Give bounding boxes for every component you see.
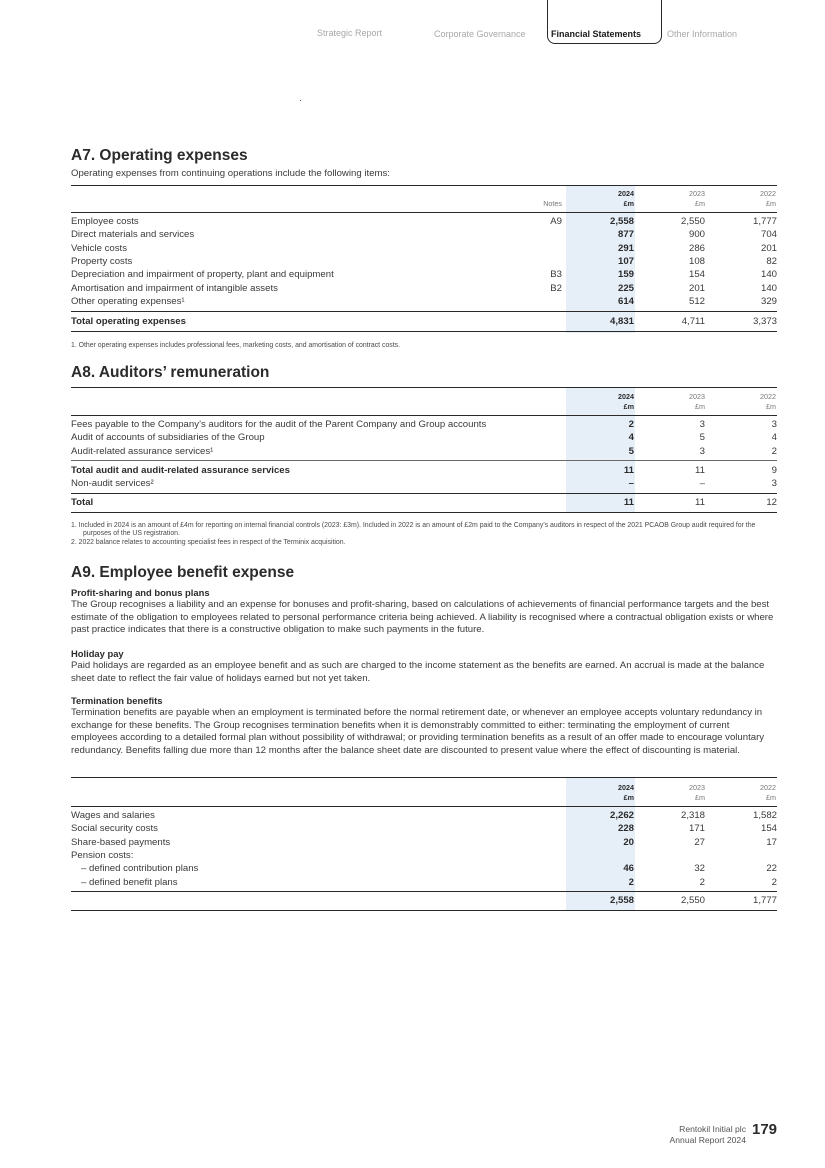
table-row: Other operating expenses¹ 614 512 329 [71, 295, 777, 307]
total-row: Total operating expenses 4,831 4,711 3,373 [71, 315, 777, 327]
company-name: Rentokil Initial plc [679, 1124, 746, 1134]
stray-dot [300, 100, 301, 101]
table-rule [71, 891, 777, 892]
col-2023-unit: £m [695, 402, 705, 411]
a7-table [71, 185, 777, 333]
table-row: Wages and salaries 2,262 2,318 1,582 [71, 810, 777, 821]
table-rule [71, 415, 777, 416]
tab-other-information[interactable]: Other Information [667, 29, 738, 39]
a9-subheading: Profit-sharing and bonus plans [71, 587, 210, 598]
table-rule [71, 512, 777, 513]
notes-header: Notes [543, 199, 562, 208]
a7-heading: A7. Operating expenses [71, 147, 248, 164]
table-row: Audit of accounts of subsidiaries of the Group 4 5 4 [71, 432, 777, 444]
table-row: Social security costs 228 171 154 [71, 823, 777, 835]
footnote: 1. Included in 2024 is an amount of £4m for reporting on internal financial controls (2023: £3m). Included in 2022 is an amount of £2m paid to the Company’s auditors in respect of the 2021 PCAOB Group audit required for the purposes of the US registration. [71, 522, 756, 538]
table-rule [71, 185, 777, 186]
col-2024-header: 2024 [618, 189, 634, 198]
a9-heading: A9. Employee benefit expense [71, 564, 295, 581]
table-rule [71, 311, 777, 312]
table-rule [71, 806, 777, 807]
table-row: Vehicle costs 291 286 201 [71, 242, 777, 254]
col-2024-header: 2024 [618, 783, 634, 792]
col-2022-header: 2022 [760, 189, 776, 198]
tab-corporate-governance[interactable]: Corporate Governance [434, 29, 526, 39]
footnote: 1. Other operating expenses includes professional fees, marketing costs, and amortisation of contract costs. [71, 342, 401, 349]
col-2022-header: 2022 [760, 392, 776, 401]
a9-subheading: Holiday pay [71, 648, 124, 659]
tab-strategic-report[interactable]: Strategic Report [317, 28, 383, 38]
section-nav [0, 0, 825, 50]
footnote: 2. 2022 balance relates to accounting specialist fees in respect of the Terminix acquisition. [71, 538, 346, 546]
a9-paragraph: The Group recognises a liability and an expense for bonuses and profit-sharing, based on calculations of achievements of financial performance targets and the best estimate of the obligation to employees related to personal performance criteria being achieved. A liability is recognised where a contractual obligation exists or where past practice indicates that there is a constructive obligation to make such payments in the future. [71, 599, 774, 636]
col-2023-header: 2023 [689, 392, 705, 401]
table-rule [71, 331, 777, 332]
a9-table [71, 777, 777, 911]
a8-heading: A8. Auditors’ remuneration [71, 364, 270, 381]
col-2022-header: 2022 [760, 783, 776, 792]
col-2023-header: 2023 [689, 783, 705, 792]
col-2023-unit: £m [695, 199, 705, 208]
table-row: Direct materials and services 877 900 704 [71, 229, 777, 241]
table-row: – defined benefit plans 2 2 2 [81, 876, 777, 888]
table-row: Fees payable to the Company’s auditors for the audit of the Parent Company and Group accounts 2 3 3 [71, 419, 777, 430]
table-rule [71, 777, 777, 778]
col-2024-unit: £m [623, 793, 634, 802]
total-row: Total 11 11 12 [71, 497, 777, 508]
col-2024-unit: £m [623, 199, 634, 208]
table-row: Non-audit services² – – 3 [71, 477, 777, 489]
page-number: 179 [752, 1121, 778, 1138]
subtotal-row: Total audit and audit-related assurance services 11 11 9 [71, 464, 777, 476]
table-row: Depreciation and impairment of property, plant and equipment B3 159 154 140 [71, 269, 777, 281]
table-rule [71, 910, 777, 911]
report-footer [670, 1124, 746, 1145]
tab-financial-statements[interactable]: Financial Statements [551, 29, 642, 39]
table-rule [71, 212, 777, 213]
col-2023-unit: £m [695, 793, 705, 802]
col-2023-header: 2023 [689, 189, 705, 198]
table-row: – defined contribution plans 46 32 22 [81, 863, 777, 875]
table-row: Pension costs: [71, 849, 134, 861]
table-rule [71, 387, 777, 388]
total-row: 2,558 2,550 1,777 [609, 895, 777, 906]
table-row: Audit-related assurance services¹ 5 3 2 [71, 445, 777, 457]
a8-table [71, 387, 777, 513]
col-2024-unit: £m [623, 402, 634, 411]
a7-intro: Operating expenses from continuing operations include the following items: [71, 168, 390, 179]
table-rule [71, 493, 777, 494]
table-rule [71, 460, 777, 461]
a9-subheading: Termination benefits [71, 695, 163, 706]
table-row: Property costs 107 108 82 [71, 255, 777, 267]
col-2024-header: 2024 [618, 392, 634, 401]
a9-paragraph: Paid holidays are regarded as an employee benefit and as such are charged to the income statement as the benefits are earned. An accrual is made at the balance sheet date to reflect the fair value of holidays earned but not yet taken. [71, 660, 765, 684]
table-row: Share-based payments 20 27 17 [71, 836, 777, 848]
table-row: Amortisation and impairment of intangible assets B2 225 201 140 [71, 282, 777, 294]
a8-footnotes [71, 522, 777, 547]
a7-footnotes [71, 342, 777, 350]
report-name: Annual Report 2024 [669, 1134, 746, 1145]
col-2022-unit: £m [766, 793, 776, 802]
col-2022-unit: £m [766, 199, 776, 208]
table-row: Employee costs A9 2,558 2,550 1,777 [71, 216, 777, 227]
a9-paragraph: Termination benefits are payable when an employment is terminated before the normal retirement date, or whenever an employee accepts voluntary redundancy in exchange for these benefits. The Group recognises termination benefits when it is demonstrably committed to either: terminating the employment of current employees according to a detailed formal plan without possibility of withdrawal; or providing termination benefits as a result of an offer made to encourage voluntary redundancy. Benefits falling due more than 12 months after the balance sheet date are discounted to present value where the effect of discounting is material. [71, 707, 765, 756]
col-2022-unit: £m [766, 402, 776, 411]
